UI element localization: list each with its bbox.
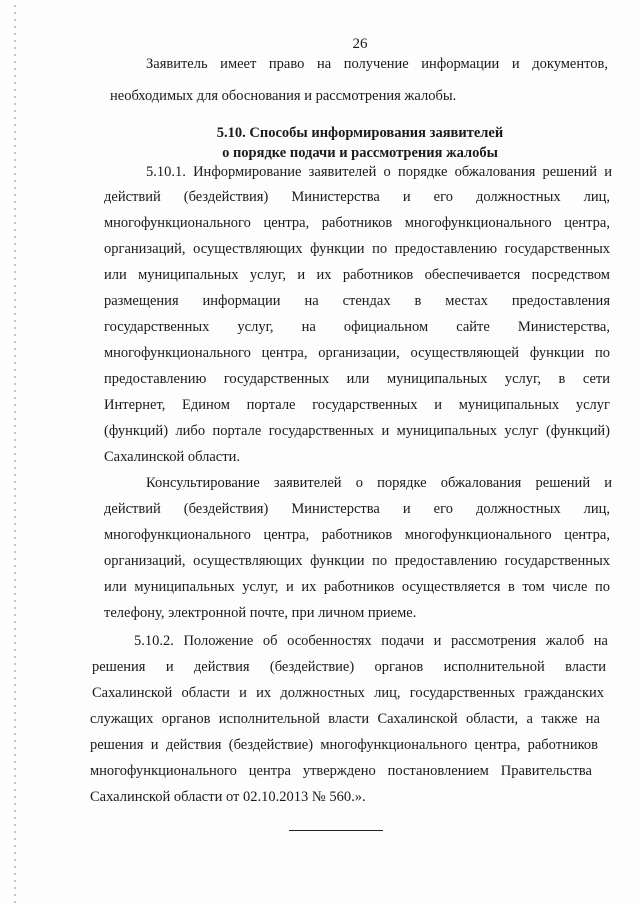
para1-line-3: многофункционального центра, работников многофункционального центра, [104, 215, 610, 231]
binding-margin-marks [14, 0, 16, 905]
page-number: 26 [352, 36, 368, 52]
para1-line-1: 5.10.1. Информирование заявителей о порядке обжалования решений и [146, 164, 612, 180]
section-heading-line-1: 5.10. Способы информирования заявителей [216, 125, 504, 141]
para2-line-5: или муниципальных услуг, и их работников осуществляется в том числе по [104, 579, 610, 595]
para2-line-6: телефону, электронной почте, при личном приеме. [104, 605, 417, 621]
para1-line-5: или муниципальных услуг, и их работников обеспечивается посредством [104, 267, 610, 283]
para1-line-7: государственных услуг, на официальном сайте Министерства, [104, 319, 610, 335]
para2-line-3: многофункционального центра, работников многофункционального центра, [104, 527, 610, 543]
para1-line-8: многофункционального центра, организации, осуществляющей функции по [104, 345, 610, 361]
para3-line-3: Сахалинской области и их должностных лиц, государственных гражданских [92, 685, 604, 701]
para3-line-1: 5.10.2. Положение об особенностях подачи и рассмотрения жалоб на [134, 633, 608, 649]
para3-line-6: многофункционального центра утверждено постановлением Правительства [90, 763, 592, 779]
intro-line-1: Заявитель имеет право на получение информации и документов, [146, 56, 608, 72]
para3-line-7: Сахалинской области от 02.10.2013 № 560.». [90, 789, 366, 805]
para1-line-2: действий (бездействия) Министерства и его должностных лиц, [104, 189, 610, 205]
para1-line-12: Сахалинской области. [104, 449, 240, 465]
para3-line-2: решения и действия (бездействие) органов исполнительной власти [92, 659, 606, 675]
section-heading-line-2: о порядке подачи и рассмотрения жалобы [222, 145, 498, 161]
para1-line-11: (функций) либо портале государственных и муниципальных услуг (функций) [104, 423, 610, 439]
para3-line-5: решения и действия (бездействие) многофункционального центра, работников [90, 737, 598, 753]
para1-line-10: Интернет, Едином портале государственных и муниципальных услуг [104, 397, 610, 413]
para2-line-4: организаций, осуществляющих функции по предоставлению государственных [104, 553, 610, 569]
para3-line-4: служащих органов исполнительной власти Сахалинской области, а также на [90, 711, 600, 727]
end-separator-line [289, 830, 383, 831]
para1-line-9: предоставлению государственных или муниципальных услуг, в сети [104, 371, 610, 387]
para1-line-4: организаций, осуществляющих функции по предоставлению государственных [104, 241, 610, 257]
para2-line-2: действий (бездействия) Министерства и его должностных лиц, [104, 501, 610, 517]
intro-line-2: необходимых для обоснования и рассмотрения жалобы. [110, 88, 457, 104]
para2-line-1: Консультирование заявителей о порядке обжалования решений и [146, 475, 612, 491]
para1-line-6: размещения информации на стендах в местах предоставления [104, 293, 610, 309]
